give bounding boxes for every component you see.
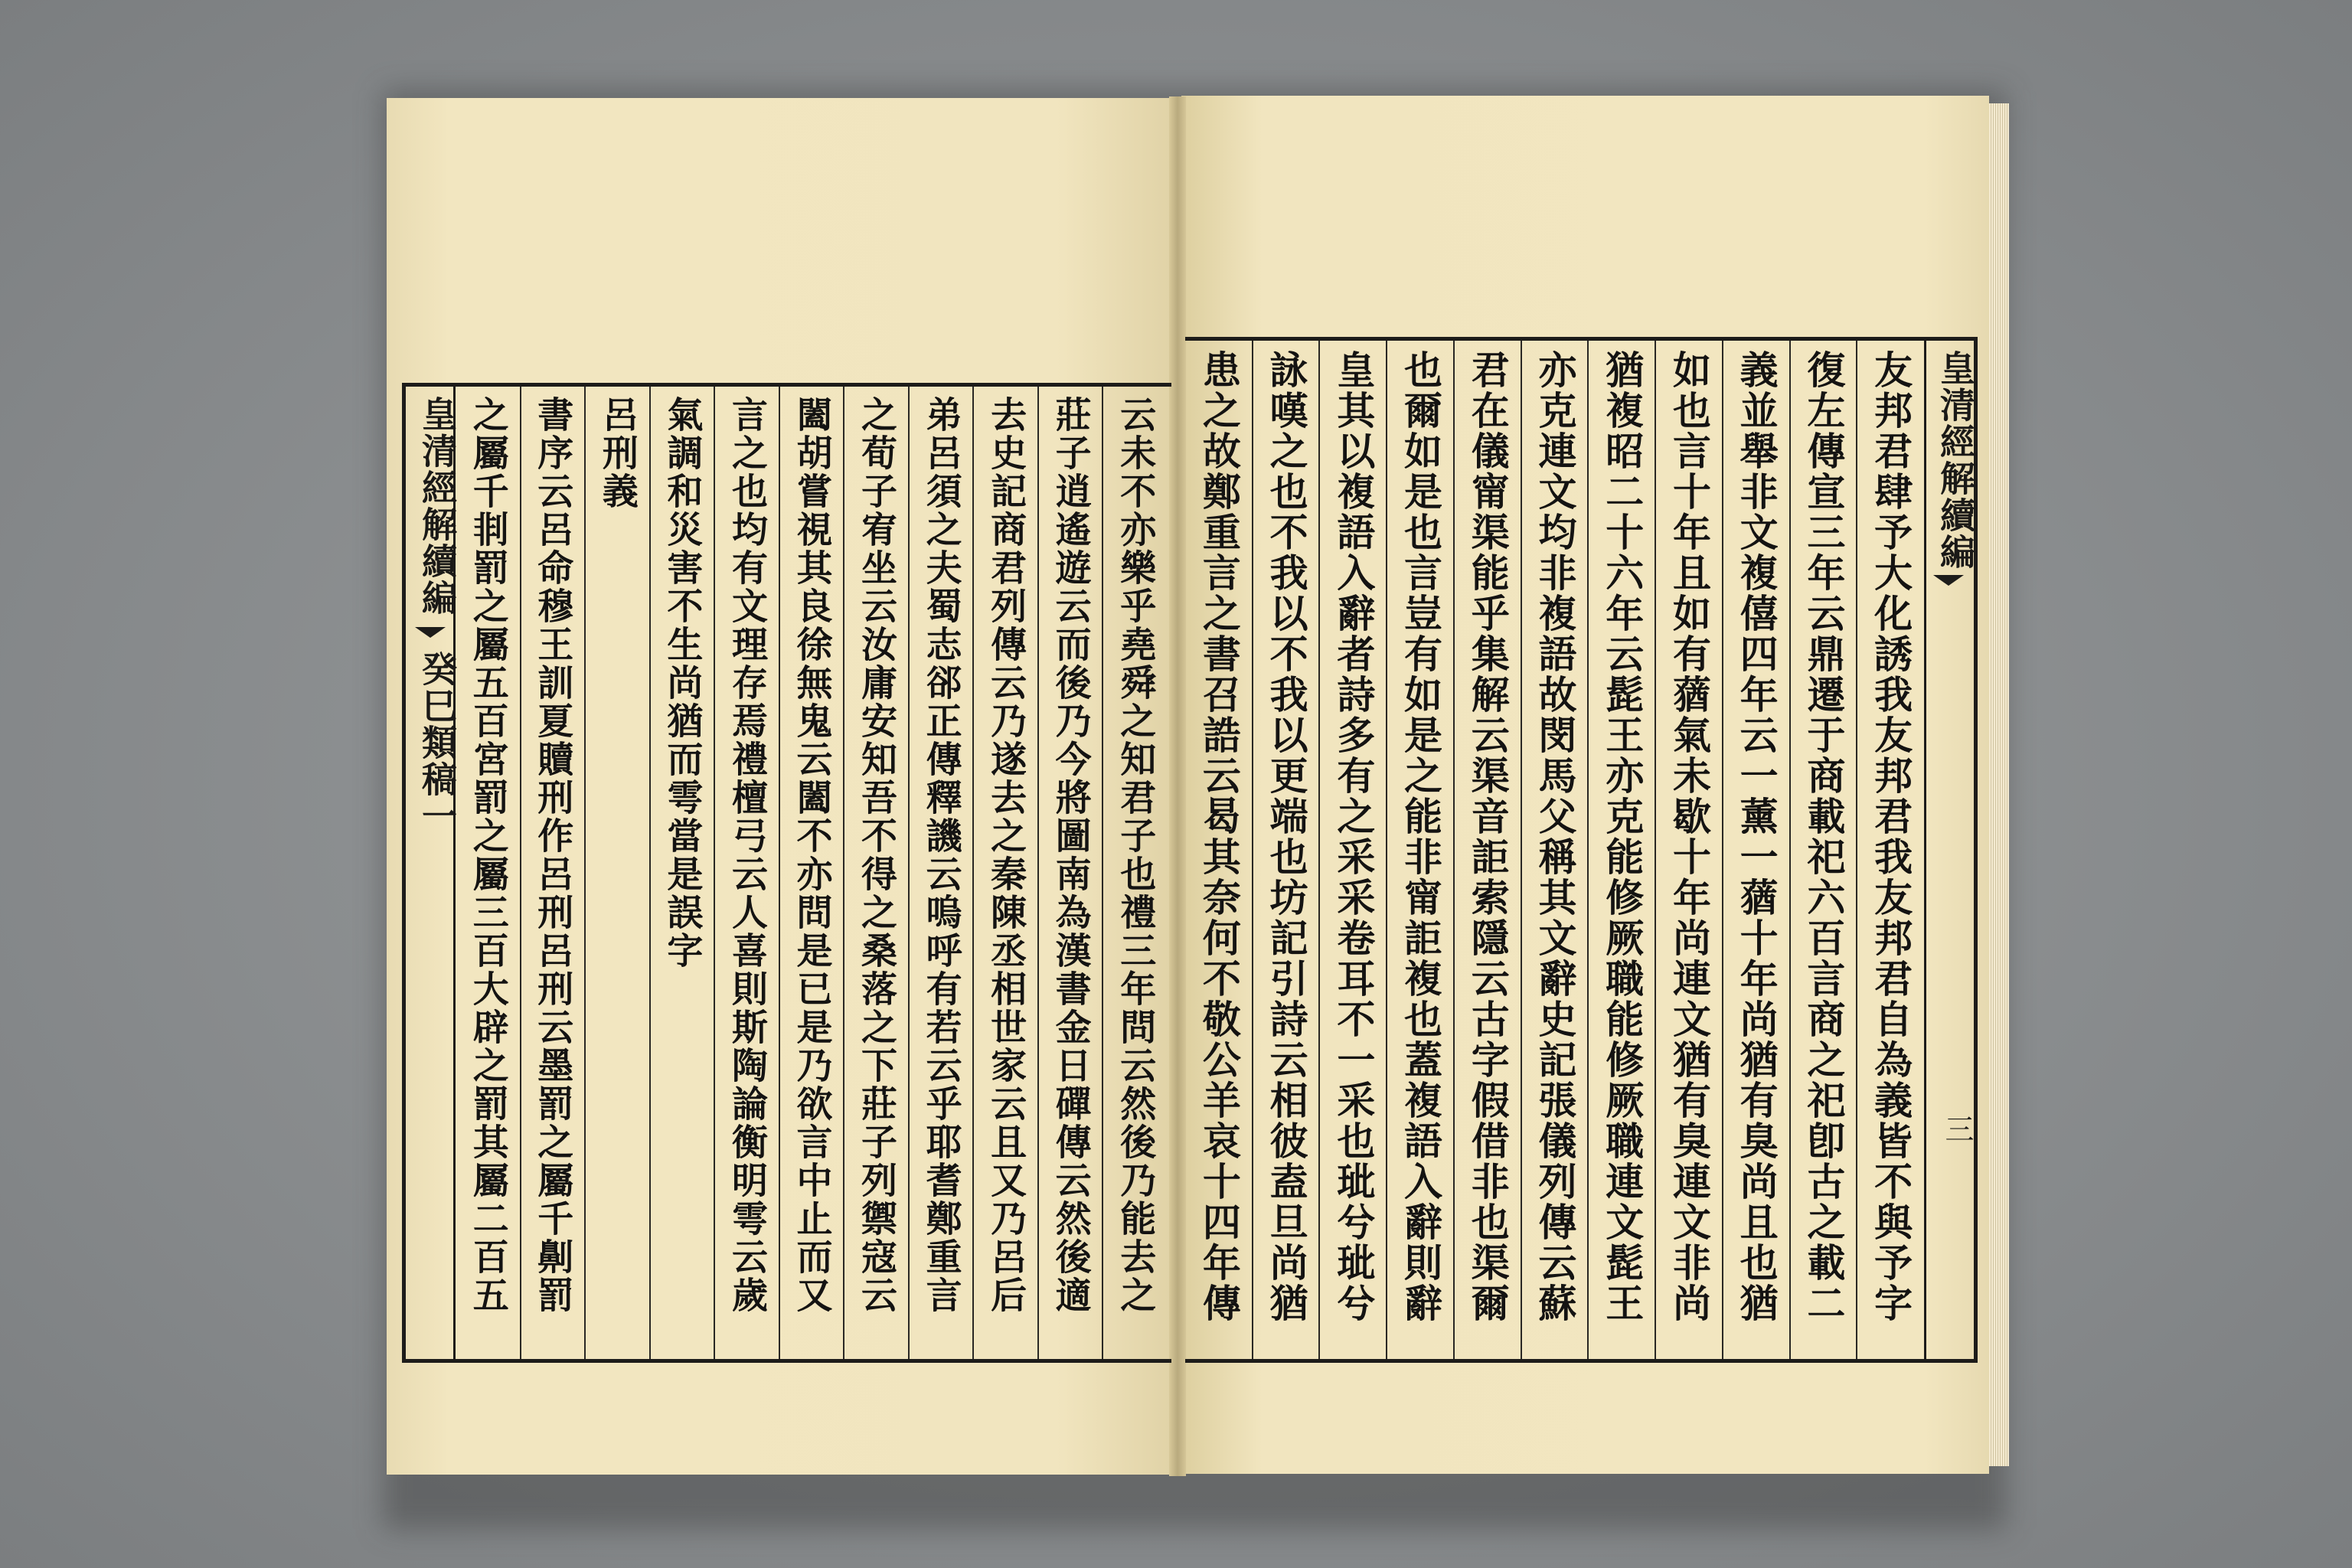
column-text: 之屬千剕罰之屬五百宮罰之屬三百大辟之罰其屬二百五 xyxy=(466,396,509,1315)
text-column xyxy=(1588,341,1655,1359)
left-text-frame xyxy=(402,383,1171,1363)
column-text: 莊子逍遙遊云而後乃今將圖南為漢書金日磾傳云然後適 xyxy=(1049,396,1092,1315)
text-column xyxy=(1723,341,1790,1359)
right-text-columns xyxy=(1185,341,1924,1359)
column-text: 闔胡嘗視其良徐無鬼云闔不亦問是已是乃欲言中止而又 xyxy=(790,396,833,1315)
column-text: 義並舉非文複僖四年云一薰一蕕十年尚猶有臭尚且也猶 xyxy=(1733,350,1779,1324)
column-text: 言之也均有文理存焉禮檀弓云人喜則斯陶論衡明雩云歲 xyxy=(725,396,768,1315)
book-gutter xyxy=(1169,96,1186,1476)
text-column xyxy=(585,387,650,1359)
column-text: 書序云呂命穆王訓夏贖刑作呂刑呂刑云墨罰之屬千劓罰 xyxy=(531,396,574,1315)
text-column xyxy=(1387,341,1454,1359)
page-edges xyxy=(1989,103,2009,1466)
text-column xyxy=(1185,341,1253,1359)
column-text: 呂刑義 xyxy=(596,396,639,511)
fish-tail-mark-right xyxy=(1933,575,1964,586)
right-text-frame xyxy=(1185,337,1978,1363)
text-column xyxy=(714,387,779,1359)
text-column xyxy=(973,387,1038,1359)
text-column xyxy=(1253,341,1320,1359)
text-column xyxy=(1857,341,1924,1359)
text-column xyxy=(1454,341,1521,1359)
text-column xyxy=(1038,387,1103,1359)
text-column xyxy=(779,387,844,1359)
column-text: 也爾如是也言豈有如是之能非甯詎複也蓋複語入辭則辭 xyxy=(1398,350,1444,1324)
column-text: 之荀子宥坐云汝庸安知吾不得之桑落之下莊子列禦寇云 xyxy=(855,396,898,1315)
column-text: 亦克連文均非複語故閔馬父稱其文辭史記張儀列傳云蘇 xyxy=(1532,350,1578,1324)
column-text: 去史記商君列傳云乃遂去之秦陳丞相世家云且又乃呂后 xyxy=(985,396,1027,1315)
column-text: 云未不亦樂乎堯舜之知君子也禮三年問云然後乃能去之 xyxy=(1114,396,1157,1315)
column-text: 詠嘆之也不我以不我以更端也坊記引詩云相彼盍旦尚猶 xyxy=(1263,350,1309,1324)
right-margin-column xyxy=(1924,341,1976,1359)
text-column xyxy=(650,387,715,1359)
fish-tail-mark xyxy=(415,627,446,638)
left-margin-column xyxy=(406,387,458,1359)
left-margin-title: 皇清經解續編 xyxy=(416,396,458,616)
column-text: 皇其以複語入辭者詩多有之采采卷耳不一采也玼兮玼兮 xyxy=(1331,350,1377,1324)
folio-number: 三 xyxy=(1940,1114,1974,1143)
column-text: 患之故鄭重言之書召誥云曷其奈何不敬公羊哀十四年傳 xyxy=(1196,350,1242,1324)
text-column xyxy=(1655,341,1723,1359)
column-text: 弟呂須之夫蜀志郤正傳釋譏云嗚呼有若云乎耶耆鄭重言 xyxy=(920,396,962,1315)
column-text: 如也言十年且如有蕕氣未歇十年尚連文猶有臭連文非尚 xyxy=(1666,350,1712,1324)
text-column xyxy=(1102,387,1168,1359)
text-column xyxy=(1521,341,1589,1359)
column-text: 友邦君肆予大化誘我友邦君我友邦君自為義皆不與予字 xyxy=(1868,350,1914,1324)
column-text: 復左傳宣三年云鼎遷于商載祀六百言商之祀卽古之載二 xyxy=(1801,350,1847,1324)
right-margin-title: 皇清經解續編 xyxy=(1935,350,1976,570)
text-column xyxy=(844,387,909,1359)
text-column xyxy=(1319,341,1387,1359)
text-column xyxy=(909,387,974,1359)
left-text-columns xyxy=(456,387,1168,1359)
column-text: 猶複昭二十六年云髭王亦克能修厥職能修厥職連文髭王 xyxy=(1599,350,1645,1324)
text-column xyxy=(456,387,521,1359)
text-column xyxy=(1790,341,1857,1359)
left-margin-section: 癸巳類稿一 xyxy=(416,651,458,835)
column-text: 氣調和災害不生尚猶而雩當是誤字 xyxy=(661,396,704,970)
column-text: 君在儀甯渠能乎集解云渠音詎索隱云古字假借非也渠爾 xyxy=(1465,350,1511,1324)
text-column xyxy=(521,387,586,1359)
